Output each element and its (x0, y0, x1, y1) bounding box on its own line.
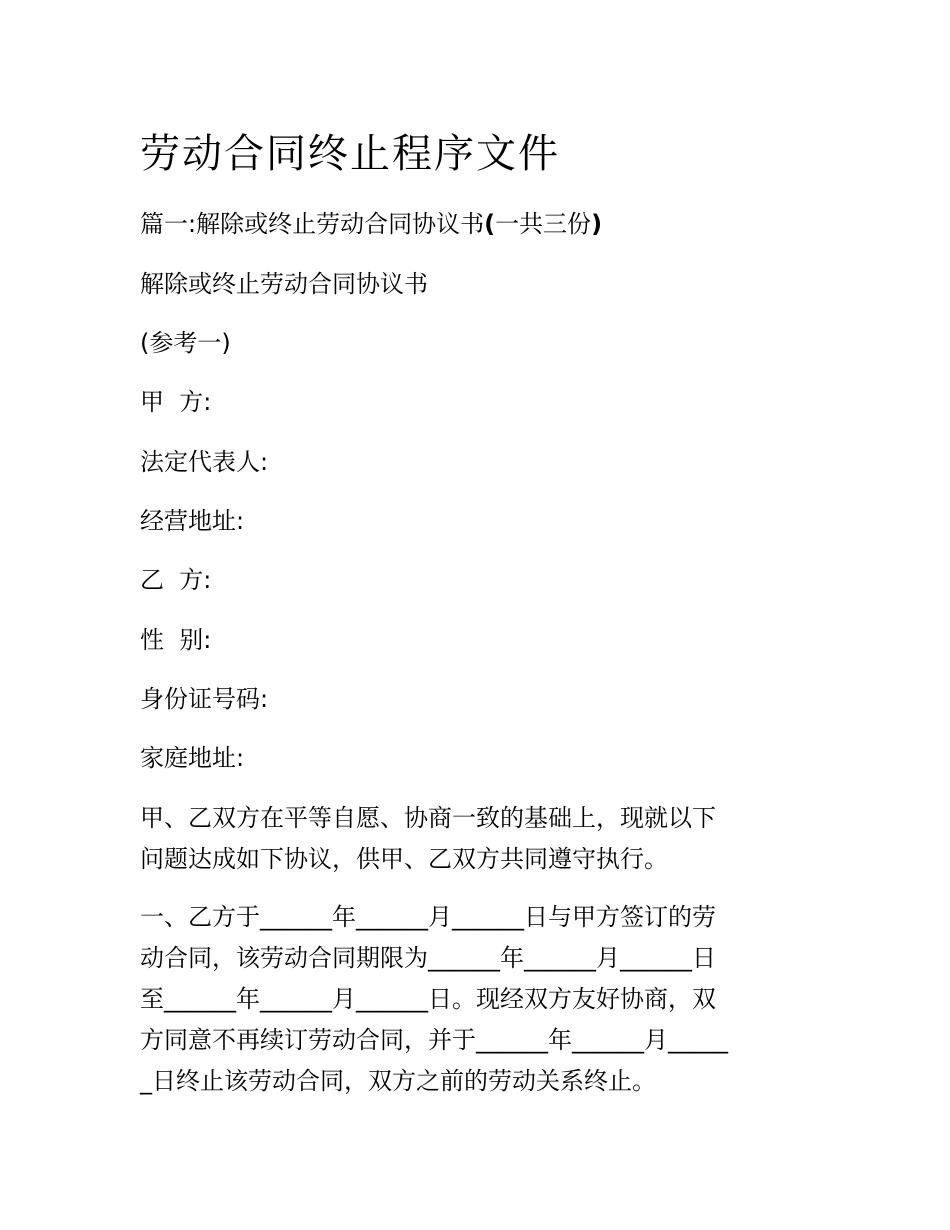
reference-note: (参考一) (140, 329, 231, 357)
clause-line: 动合同，该劳动合同期限为______年______月______日 (140, 944, 716, 972)
clause-one-paragraph (140, 897, 810, 1102)
section-heading-text: 篇一:解除或终止劳动合同协议书 (140, 210, 485, 238)
agreement-subtitle: 解除或终止劳动合同协议书 (140, 270, 428, 298)
section-heading-paren-open: ( (484, 210, 496, 238)
clause-line: 方同意不再续订劳动合同，并于______年______月_____ (140, 1026, 728, 1054)
intro-line: 问题达成如下协议，供甲、乙双方共同遵守执行。 (140, 845, 668, 873)
business-address-label: 经营地址: (140, 507, 245, 535)
party-b-label: 乙 方: (140, 566, 212, 594)
document-title: 劳动合同终止程序文件 (140, 131, 560, 177)
party-a-label: 甲 方: (140, 388, 212, 416)
section-heading-paren-text: 一共三份 (495, 210, 592, 238)
intro-paragraph (140, 798, 810, 880)
section-heading (140, 208, 602, 240)
home-address-label: 家庭地址: (140, 744, 245, 772)
gender-label: 性 别: (140, 626, 212, 654)
legal-representative-label: 法定代表人: (140, 448, 269, 476)
clause-line: 至______年______月______日。现经双方友好协商，双 (140, 985, 716, 1013)
clause-line: 一、乙方于______年______月______日与甲方签订的劳 (140, 903, 716, 931)
id-number-label: 身份证号码: (140, 685, 269, 713)
clause-line: _日终止该劳动合同，双方之前的劳动关系终止。 (140, 1067, 656, 1095)
intro-line: 甲、乙双方在平等自愿、协商一致的基础上，现就以下 (140, 804, 716, 832)
section-heading-paren-close: ) (591, 210, 603, 238)
